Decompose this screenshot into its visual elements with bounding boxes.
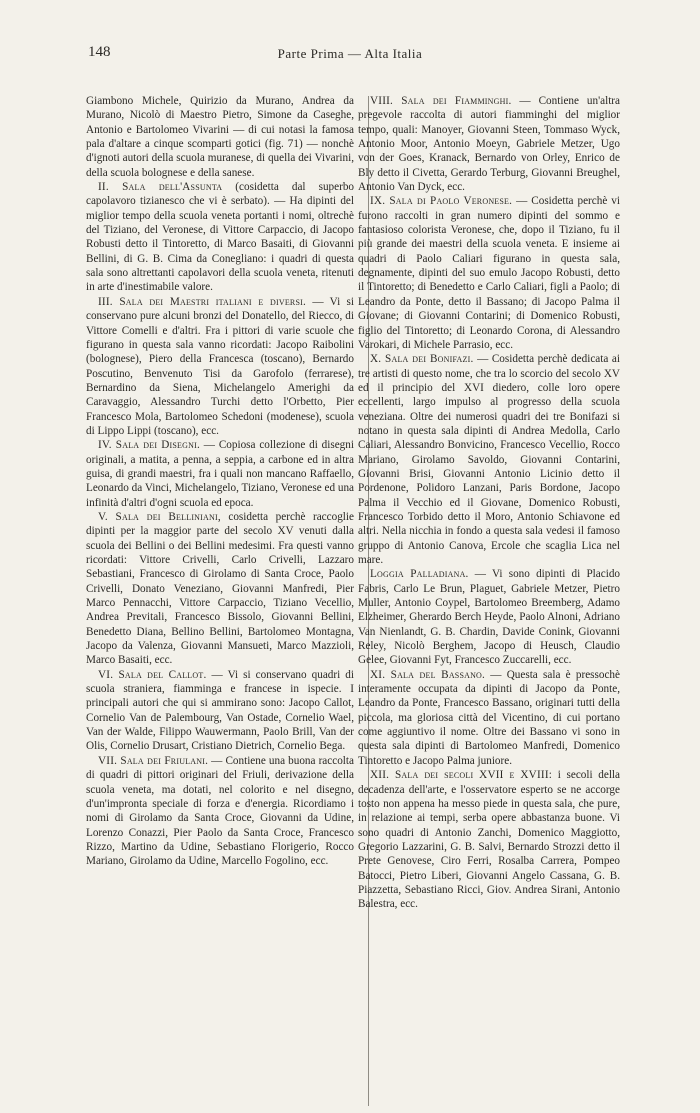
page-header bbox=[80, 44, 620, 68]
section-heading: VII. Sala dei Friulani. bbox=[98, 754, 209, 767]
paragraph bbox=[358, 567, 620, 667]
right-column bbox=[358, 94, 620, 912]
section-heading: X. Sala dei Bonifazi. bbox=[370, 353, 474, 366]
paragraph-text: — Vi sono dipinti di Placido Fabris, Carlo Le Brun, Plaguet, Gabriele Metzer, Pietro Muller, Antonio Coypel, Bartolomeo Breemberg, Adamo Elzheimer, Gherardo Berch Heyde, Paolo Alnoni, Adriano Van Nienlandt, G. B. Chardin, Davide Conink, Giovanni Reley, Nicolò Berghem, Jacopo di Heusch, Claudio Gelee, Giovanni Fyt, Francesco Zuccarelli, ecc. bbox=[358, 568, 621, 667]
section-heading: VIII. Sala dei Fiamminghi. bbox=[370, 95, 512, 107]
paragraph-text: — Vi si conservano quadri di scuola straniera, fiamminga e francese in ispecie. I principali autori che qui si ammirano sono: Jacopo Callot, Cornelio Van de Palembourg, Van Ostade, Cornelio Wael, Van der Walde, Filippo Wauwermann, Paolo Brill, Van der Olis, Cornelio Drusart, Cristiano Dietrich, Cornelio Bega. bbox=[86, 668, 354, 753]
section-heading: XI. Sala del Bassano. bbox=[370, 668, 486, 681]
section-heading: II. Sala dell'Assunta bbox=[98, 181, 223, 194]
section-heading: IX. Sala di Paolo Veronese. bbox=[370, 195, 513, 208]
section-heading: V. Sala dei Belliniani, bbox=[98, 510, 221, 523]
paragraph-text: i secoli della decadenza dell'arte, e l'osservatore esperto se ne accorge tosto non appena ha messo piede in questa sala, che pure, in relazione ai tempi, serba opere abbastanza buone. Vi sono quadri di Antonio Zanchi, Domenico Maggiotto, Gregorio Lazzarini, G. B. Salvi, Bernardo Strozzi detto il Prete Genovese, Ciro Ferri, Rosalba Carrera, Pompeo Batocci, Pietro Liberi, Giovanni Angelo Cassana, G. B. Piazzetta, Sebastiano Ricci, Giov. Andrea Sirani, Antonio Balestra, ecc. bbox=[358, 769, 621, 911]
section-heading: VI. Sala del Callot. bbox=[98, 668, 207, 681]
paragraph bbox=[358, 352, 620, 567]
text-columns bbox=[86, 94, 620, 912]
paragraph bbox=[86, 94, 354, 180]
paragraph-text: Giambono Michele, Quirizio da Murano, Andrea da Murano, Nicolò di Maestro Pietro, Simone da Caseghe, Antonio e Bartolomeo Vivarini — di cui notasi la famosa pala d'altare a cinque scomparti gotici (fig. 71) — nonchè d'ignoti autori della scuola muranese, di quella dei Vivarini, della scuola bolognese e della sanese. bbox=[86, 95, 354, 179]
page-number: 148 bbox=[88, 44, 111, 60]
paragraph bbox=[358, 94, 620, 194]
paragraph bbox=[358, 194, 620, 352]
paragraph bbox=[86, 180, 354, 295]
running-title: Parte Prima — Alta Italia bbox=[277, 46, 423, 61]
paragraph-text: — Vi si conservano pure alcuni bronzi del Donatello, del Riecco, di Vittore Comelli e d'altri. Fra i pittori di varie scuole che figurano in questa sala vanno ricordati: Jacopo Raibolini (bolognese), Piero della Francesca (toscano), Bernardo Poscutino, Benvenuto Tisi da Garofolo (ferrarese), Bernardino da Siena, Michelangelo Amerighi da Caravaggio, Alessandro Turchi detto l'Orbetto, Pier Francesco Mola, Bartolomeo Schedoni (modenese), scuola di Lippo Lippi (toscano), ecc. bbox=[86, 295, 355, 437]
paragraph bbox=[358, 768, 620, 911]
paragraph-text: cosidetta perchè raccoglie dipinti per la maggior parte del secolo XV venuti dalla scuola dei Bellini o dei Bellini medesimi. Fra questi vanno ricordati: Vittore Crivelli, Carlo Crivelli, Lazzaro Sebastiani, Francesco di Girolamo di Santa Croce, Paolo Crivelli, Donato Veneziano, Giovanni Manfredi, Pier Marco Pennacchi, Vittore Carpaccio, Tiziano Vecellio, Andrea Previtali, Francesco Bissolo, Giovanni Bellini, Benedetto Diana, Bellino Bellini, Bartolomeo Montagna, Jacopo da Valenza, Giovanni Mansueti, Marco Mazzioli, Marco Basaiti, ecc. bbox=[86, 510, 354, 667]
section-heading: IV. Sala dei Disegni. bbox=[98, 439, 200, 452]
paragraph-text: — Questa sala è pressochè interamente occupata da dipinti di Jacopo da Ponte, Leandro da Ponte, Francesco Bassano, originari tutti della piccola, ma gloriosa città del Vicentino, di cui portano come aggiuntivo il nome. Oltre dei Bassano vi sono in questa sala dipinti di Bartolomeo Manfredi, Domenico Tintoretto e Jacopo Palma juniore. bbox=[358, 668, 620, 767]
paragraph bbox=[86, 754, 354, 869]
paragraph-text: — Copiosa collezione di disegni originali, a matita, a penna, a seppia, a carbone ed in altra guisa, di grandi maestri, fra i quali non mancano Raffaello, Leonardo da Vinci, Michelangelo, Tiziano, Veronese ed una infinità d'altri d'ogni scuola ed epoca. bbox=[86, 439, 354, 509]
paragraph bbox=[86, 668, 354, 754]
paragraph-text: — Contiene una buona raccolta di quadri di pittori originari del Friuli, derivazione della scuola veneta, ma dotati, nel colorito e nel disegno, d'un'impronta speciale di forza e d'energia. Ricordiamo i nomi di Girolamo da Santa Croce, Giovanni da Udine, Lorenzo Conazzi, Pier Paolo da Santa Croce, Francesco Rizzo, Martino da Udine, Sebastiano Florigerio, Rocco Mariano, Girolamo da Udine, Marcello Fogolino, ecc. bbox=[86, 754, 354, 868]
paragraph bbox=[86, 295, 354, 438]
paragraph bbox=[86, 510, 354, 668]
left-column bbox=[86, 94, 354, 912]
paragraph-text: (cosidetta dal superbo capolavoro tizianesco che vi è serbato). — Ha dipinti del miglior tempo della scuola veneta portanti i nomi, oltrechè del Tiziano, del Veronese, di Vittore Carpaccio, di Jacopo Robusti detto il Tintoretto, di Marco Basaiti, di Giovanni Bellini, di G. B. Cima da Conegliano: i quadri di questa sala sono altrettanti capolavori della scuola veneta, ritenuti in arte d'inestimabile valore. bbox=[86, 181, 355, 294]
paragraph bbox=[86, 438, 354, 510]
section-heading: XII. Sala dei secoli XVII e XVIII: bbox=[370, 769, 553, 782]
section-heading: III. Sala dei Maestri italiani e diversi. bbox=[98, 295, 306, 308]
paragraph-text: — Cosidetta perchè vi furono raccolti in gran numero dipinti del sommo e fantasioso colorista Veronese, che, dopo il Tiziano, fu il più grande dei maestri della scuola veneta. E insieme ai quadri di Paolo Caliari figurano in questa sala, degnamente, dipinti del suo emulo Jacopo Robusti, detto il Tintoretto; di Benedetto e Carlo Caliari, figli a Paolo; di Leandro da Ponte, detto il Bassano; di Jacopo Palma il Giovane; di Giovanni Contarini; di Domenico Robusti, figlio del Tintoretto; di Leonardo Corona, di Alessandro Varokari, di Michele Parrasio, ecc. bbox=[358, 195, 620, 351]
paragraph-text: — Contiene un'altra pregevole raccolta di autori fiamminghi del miglior tempo, quali: Manoyer, Giovanni Steen, Tommaso Wyck, Antonio Moor, Antonio Moeyn, Gabriele Metzer, Ugo von der Goes, Kranack, Bernardo von Orley, Enrico de Bly detto il Civetta, Gerardo Terburg, Giovanni Breughel, Antonio Van Dyck, ecc. bbox=[358, 95, 620, 194]
paragraph bbox=[358, 668, 620, 768]
paragraph-text: — Cosidetta perchè dedicata ai tre artisti di questo nome, che tra lo scorcio del secolo XV ed il principio del XVI diedero, colle loro opere eccellenti, largo impulso al progresso della scuola veneziana. Oltre dei numerosi quadri dei tre Bonifazi si notano in questa sala dipinti di Andrea Medolla, Carlo Caliari, Alessandro Bonvicino, Francesco Vecellio, Rocco Mariano, Girolamo Savoldo, Giovanni Contarini, Giovanni Brisi, Giovanni Antonio Licinio detto il Pordenone, Polidoro Lanzani, Paris Bordone, Jacopo Palma il Vecchio ed il Giovane, Domenico Robusti, Francesco Torbido detto il Moro, Antonio Schiavone ed altri. Nella nicchia in fondo a questa sala vedesi il famoso gruppo di Antonio Canova, Ercole che scaglia Lica nel mare. bbox=[358, 353, 620, 566]
section-heading: Loggia Palladiana. bbox=[370, 568, 469, 581]
